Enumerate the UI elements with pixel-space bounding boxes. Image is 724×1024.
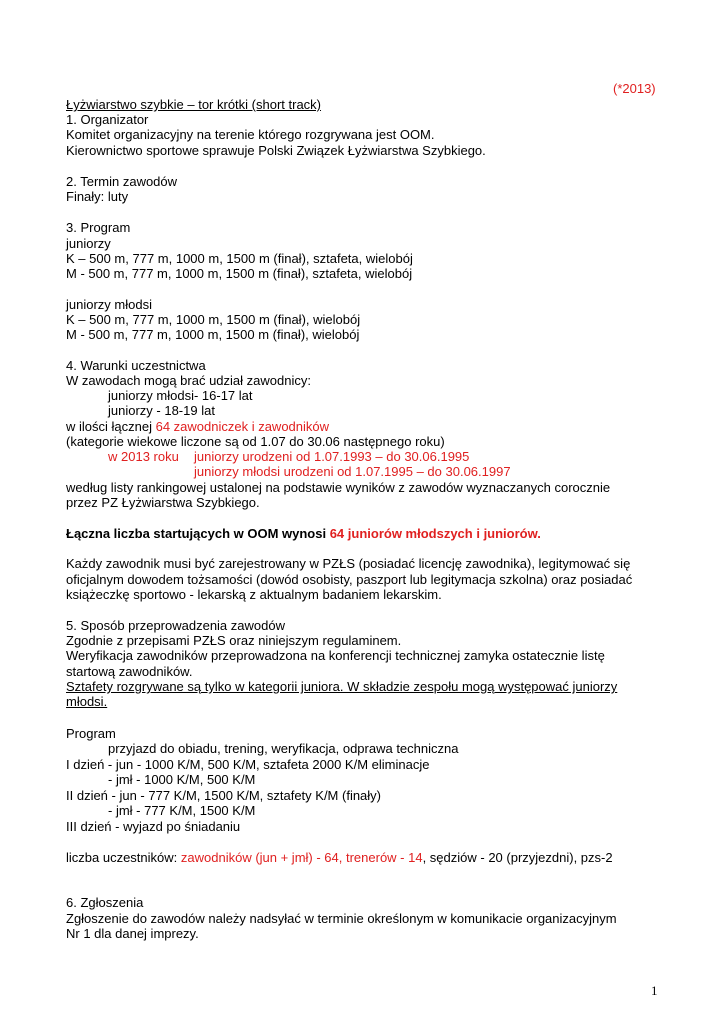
organizer-line-1: Komitet organizacyjny na terenie którego rozgrywana jest OOM. bbox=[66, 127, 435, 142]
verification-line-1: Weryfikacja zawodników przeprowadzona na konferencji technicznej zamyka ostatecznie listę bbox=[66, 648, 605, 663]
year-tag: (*2013) bbox=[613, 81, 656, 96]
day-3: III dzień - wyjazd po śniadaniu bbox=[66, 819, 241, 834]
total-starters-prefix: Łączna liczba startujących w OOM wynosi bbox=[66, 526, 330, 541]
document-title: Łyżwiarstwo szybkie – tor krótki (short track) bbox=[66, 97, 322, 112]
registration-line-1: Zgłoszenie do zawodów należy nadsyłać w terminie określonym w komunikacie organizacyjnym bbox=[66, 911, 617, 926]
license-line-2: oficjalnym dowodem tożsamości (dowód osobisty, paszport lub legitymacja szkolna) oraz posiadać bbox=[66, 572, 633, 587]
registration-line-2: Nr 1 dla danej imprezy. bbox=[66, 926, 199, 941]
section-4-heading: 4. Warunki uczestnictwa bbox=[66, 358, 206, 373]
juniors-birth-range: juniorzy urodzeni od 1.07.1993 – do 30.06.1995 bbox=[194, 449, 470, 464]
organizer-line-2: Kierownictwo sportowe sprawuje Polski Związek Łyżwiarstwa Szybkiego. bbox=[66, 143, 486, 158]
young-juniors-label: juniorzy młodsi bbox=[66, 297, 152, 312]
age-juniors: juniorzy - 18-19 lat bbox=[108, 403, 215, 418]
finals-date: Finały: luty bbox=[66, 189, 129, 204]
participation-intro: W zawodach mogą brać udział zawodnicy: bbox=[66, 373, 311, 388]
day-2-young-juniors: - jmł - 777 K/M, 1500 K/M bbox=[108, 803, 256, 818]
total-starters-value: 64 juniorów młodszych i juniorów. bbox=[329, 526, 541, 541]
total-starters-line bbox=[66, 526, 541, 542]
young-men-events: M - 500 m, 777 m, 1000 m, 1500 m (finał), wielobój bbox=[66, 327, 360, 342]
year-label: w 2013 roku bbox=[108, 449, 179, 464]
young-women-events: K – 500 m, 777 m, 1000 m, 1500 m (finał), wielobój bbox=[66, 312, 361, 327]
day-1-young-juniors: - jmł - 1000 K/M, 500 K/M bbox=[108, 772, 256, 787]
ranking-line-2: przez PZ Łyżwiarstwa Szybkiego. bbox=[66, 495, 260, 510]
total-count-value: 64 zawodniczek i zawodników bbox=[155, 419, 330, 434]
program-heading: Program bbox=[66, 726, 116, 741]
juniors-label: juniorzy bbox=[66, 236, 111, 251]
verification-line-2: startową zawodników. bbox=[66, 664, 193, 679]
participants-prefix: liczba uczestników: bbox=[66, 850, 181, 865]
section-1-heading: 1. Organizator bbox=[66, 112, 149, 127]
young-birth-range: juniorzy młodsi urodzeni od 1.07.1995 – do 30.06.1997 bbox=[194, 464, 511, 479]
relay-note-line-2: młodsi. bbox=[66, 694, 108, 709]
license-line-1: Każdy zawodnik musi być zarejestrowany w PZŁS (posiadać licencję zawodnika), legitymować się bbox=[66, 556, 631, 571]
rules-line: Zgodnie z przepisami PZŁS oraz niniejszym regulaminem. bbox=[66, 633, 402, 648]
arrival-day: przyjazd do obiadu, trening, weryfikacja, odprawa techniczna bbox=[108, 741, 459, 756]
participants-line bbox=[66, 850, 613, 866]
age-young-juniors: juniorzy młodsi- 16-17 lat bbox=[108, 388, 253, 403]
relay-note-line-1: Sztafety rozgrywane są tylko w kategorii juniora. W składzie zespołu mogą występować juniorzy bbox=[66, 679, 618, 694]
juniors-men-events: M - 500 m, 777 m, 1000 m, 1500 m (finał), sztafeta, wielobój bbox=[66, 266, 413, 281]
ranking-line-1: według listy rankingowej ustalonej na podstawie wyników z zawodów wyznaczanych corocznie bbox=[66, 480, 611, 495]
day-1-juniors: I dzień - jun - 1000 K/M, 500 K/M, sztafeta 2000 K/M eliminacje bbox=[66, 757, 430, 772]
section-3-heading: 3. Program bbox=[66, 220, 131, 235]
section-2-heading: 2. Termin zawodów bbox=[66, 174, 178, 189]
total-count-line bbox=[66, 419, 329, 435]
age-categories-note: (kategorie wiekowe liczone są od 1.07 do 30.06 następnego roku) bbox=[66, 434, 445, 449]
total-count-prefix: w ilości łącznej bbox=[66, 419, 156, 434]
day-2-juniors: II dzień - jun - 777 K/M, 1500 K/M, sztafety K/M (finały) bbox=[66, 788, 382, 803]
page-number: 1 bbox=[651, 983, 658, 998]
section-5-heading: 5. Sposób przeprowadzenia zawodów bbox=[66, 618, 285, 633]
license-line-3: książeczkę sportowo - lekarską z aktualnym badaniem lekarskim. bbox=[66, 587, 442, 602]
juniors-women-events: K – 500 m, 777 m, 1000 m, 1500 m (finał), sztafeta, wielobój bbox=[66, 251, 413, 266]
section-6-heading: 6. Zgłoszenia bbox=[66, 895, 144, 910]
participants-counts: zawodników (jun + jmł) - 64, trenerów - 14 bbox=[180, 850, 423, 865]
participants-suffix: , sędziów - 20 (przyjezdni), pzs-2 bbox=[422, 850, 613, 865]
